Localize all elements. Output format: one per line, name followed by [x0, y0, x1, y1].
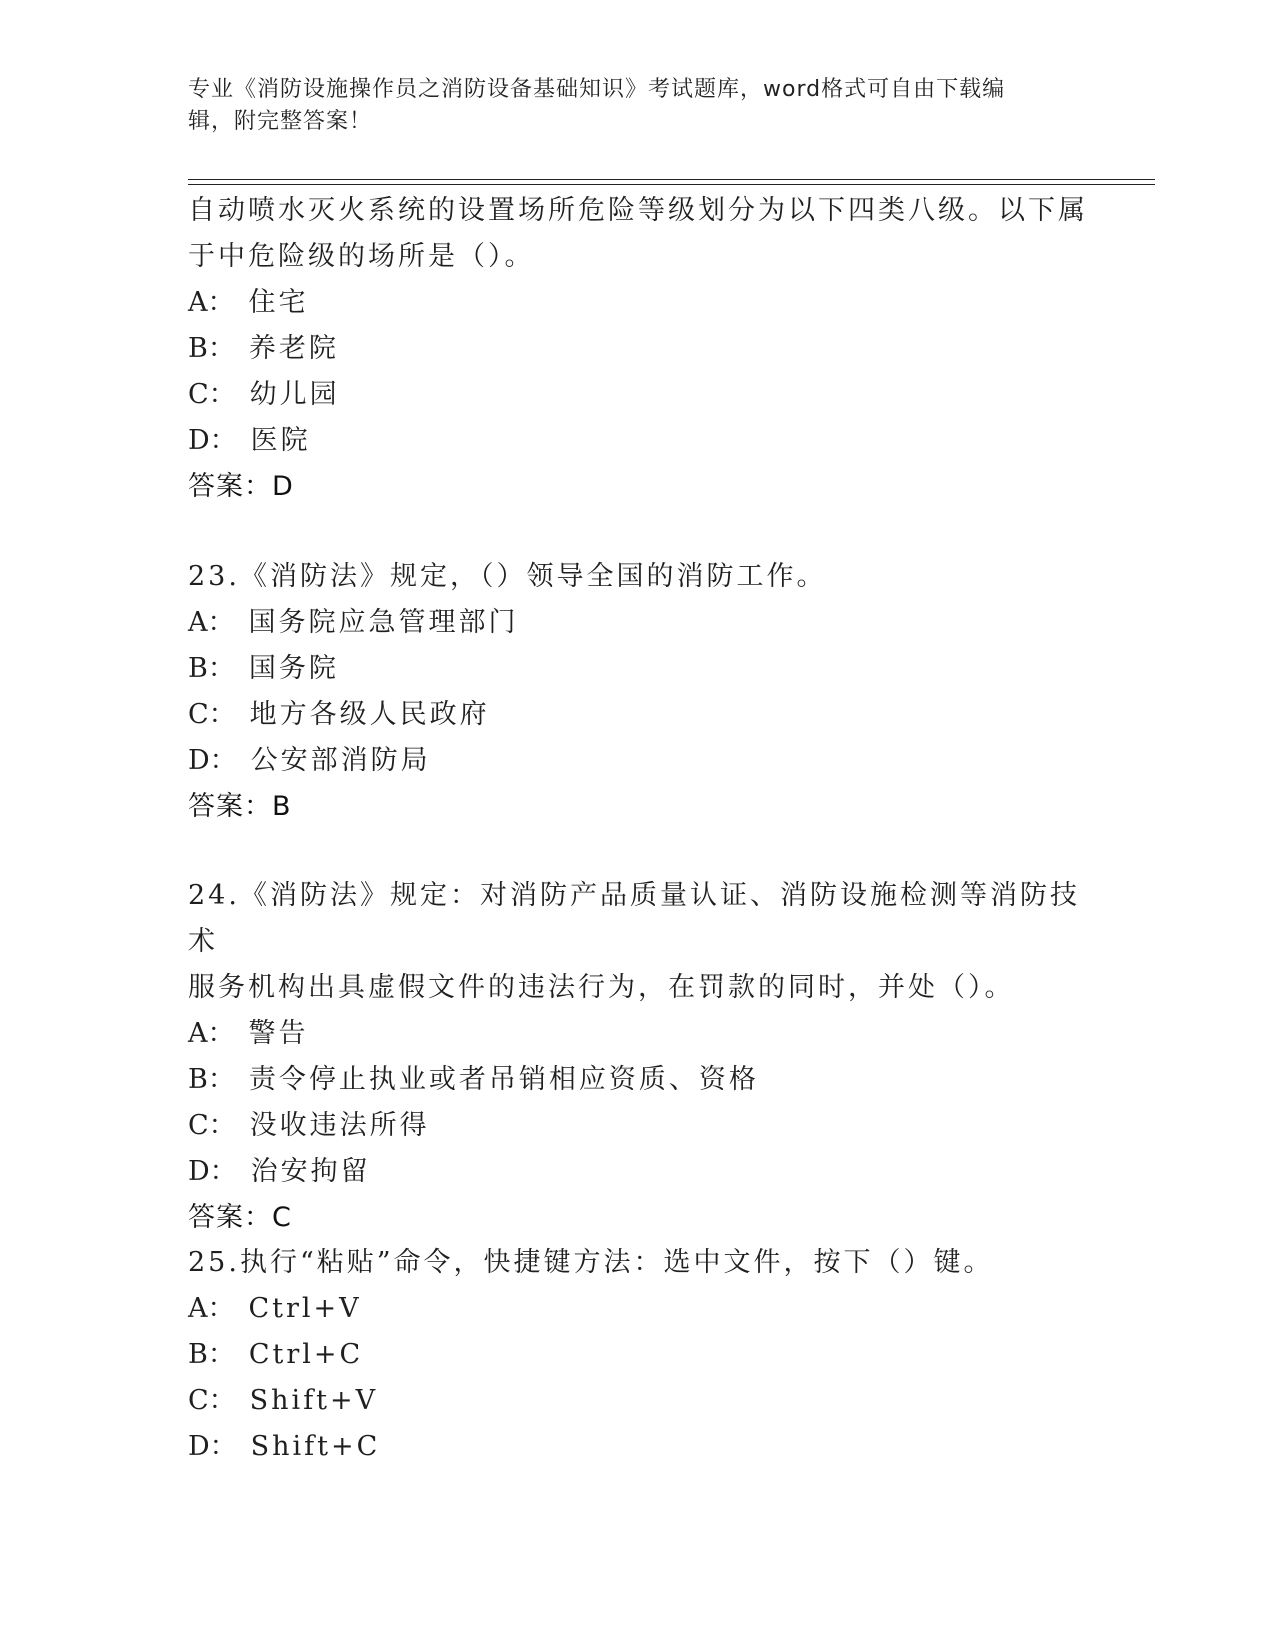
option-letter: A： [188, 607, 235, 638]
option-letter: A： [188, 1293, 235, 1324]
question-text-line: 于中危险级的场所是（）。 [188, 241, 535, 272]
header-divider-bottom [188, 184, 1155, 185]
option-text: Ctrl+V [248, 1293, 362, 1324]
option-a [188, 600, 1088, 646]
question-block [188, 873, 1088, 1241]
option-b [188, 326, 1088, 372]
option-letter: B： [188, 333, 235, 364]
question-block [188, 1240, 1088, 1470]
option-a [188, 1011, 1088, 1057]
option-c [188, 692, 1088, 738]
question-text-line: 24.《消防法》规定：对消防产品质量认证、消防设施检测等消防技术 [188, 880, 1080, 957]
option-text: 没收违法所得 [249, 1110, 430, 1141]
option-letter: D： [188, 425, 237, 456]
question-text-line: 自动喷水灭火系统的设置场所危险等级划分为以下四类八级。以下属 [188, 195, 1088, 226]
answer-line: 答案：C [188, 1202, 292, 1233]
option-a [188, 1286, 1088, 1332]
option-text: 医院 [250, 425, 311, 456]
option-c [188, 372, 1088, 418]
option-letter: A： [188, 287, 235, 318]
header-divider-top [188, 179, 1155, 180]
option-text: 国务院 [248, 653, 339, 684]
option-b [188, 646, 1088, 692]
option-text: Shift+V [249, 1385, 379, 1416]
question-text-line: 25.执行“粘贴”命令，快捷键方法：选中文件，按下（）键。 [188, 1247, 994, 1278]
option-letter: D： [188, 745, 237, 776]
option-d [188, 738, 1088, 784]
header-line-1: 专业《消防设施操作员之消防设备基础知识》考试题库，word格式可自由下载编 [188, 77, 1006, 102]
question-text-line: 服务机构出具虚假文件的违法行为，在罚款的同时，并处（）。 [188, 972, 1015, 1003]
option-text: Shift+C [250, 1431, 381, 1462]
option-letter: B： [188, 1064, 235, 1095]
document-header [188, 74, 1068, 138]
option-letter: B： [188, 1339, 235, 1370]
option-a [188, 280, 1088, 326]
option-b [188, 1332, 1088, 1378]
option-text: Ctrl+C [248, 1339, 364, 1370]
option-letter: C： [188, 1110, 236, 1141]
option-letter: B： [188, 653, 235, 684]
question-block [188, 188, 1088, 510]
option-d [188, 418, 1088, 464]
option-text: 警告 [248, 1018, 309, 1049]
option-letter: C： [188, 1385, 236, 1416]
option-text: 责令停止执业或者吊销相应资质、资格 [248, 1064, 759, 1095]
option-letter: A： [188, 1018, 235, 1049]
option-text: 国务院应急管理部门 [248, 607, 519, 638]
option-letter: C： [188, 699, 236, 730]
answer-line: 答案：D [188, 471, 294, 502]
option-text: 公安部消防局 [250, 745, 431, 776]
option-letter: D： [188, 1431, 237, 1462]
question-text-line: 23.《消防法》规定，（）领导全国的消防工作。 [188, 561, 827, 592]
option-text: 幼儿园 [249, 379, 340, 410]
question-block [188, 554, 1088, 830]
option-text: 住宅 [248, 287, 309, 318]
option-c [188, 1103, 1088, 1149]
option-d [188, 1149, 1088, 1195]
answer-line: 答案：B [188, 791, 292, 822]
option-text: 养老院 [248, 333, 339, 364]
option-text: 地方各级人民政府 [249, 699, 490, 730]
option-b [188, 1057, 1088, 1103]
option-d [188, 1424, 1088, 1470]
header-line-2: 辑，附完整答案！ [188, 109, 373, 134]
option-letter: C： [188, 379, 236, 410]
option-letter: D： [188, 1156, 237, 1187]
option-text: 治安拘留 [250, 1156, 371, 1187]
option-c [188, 1378, 1088, 1424]
